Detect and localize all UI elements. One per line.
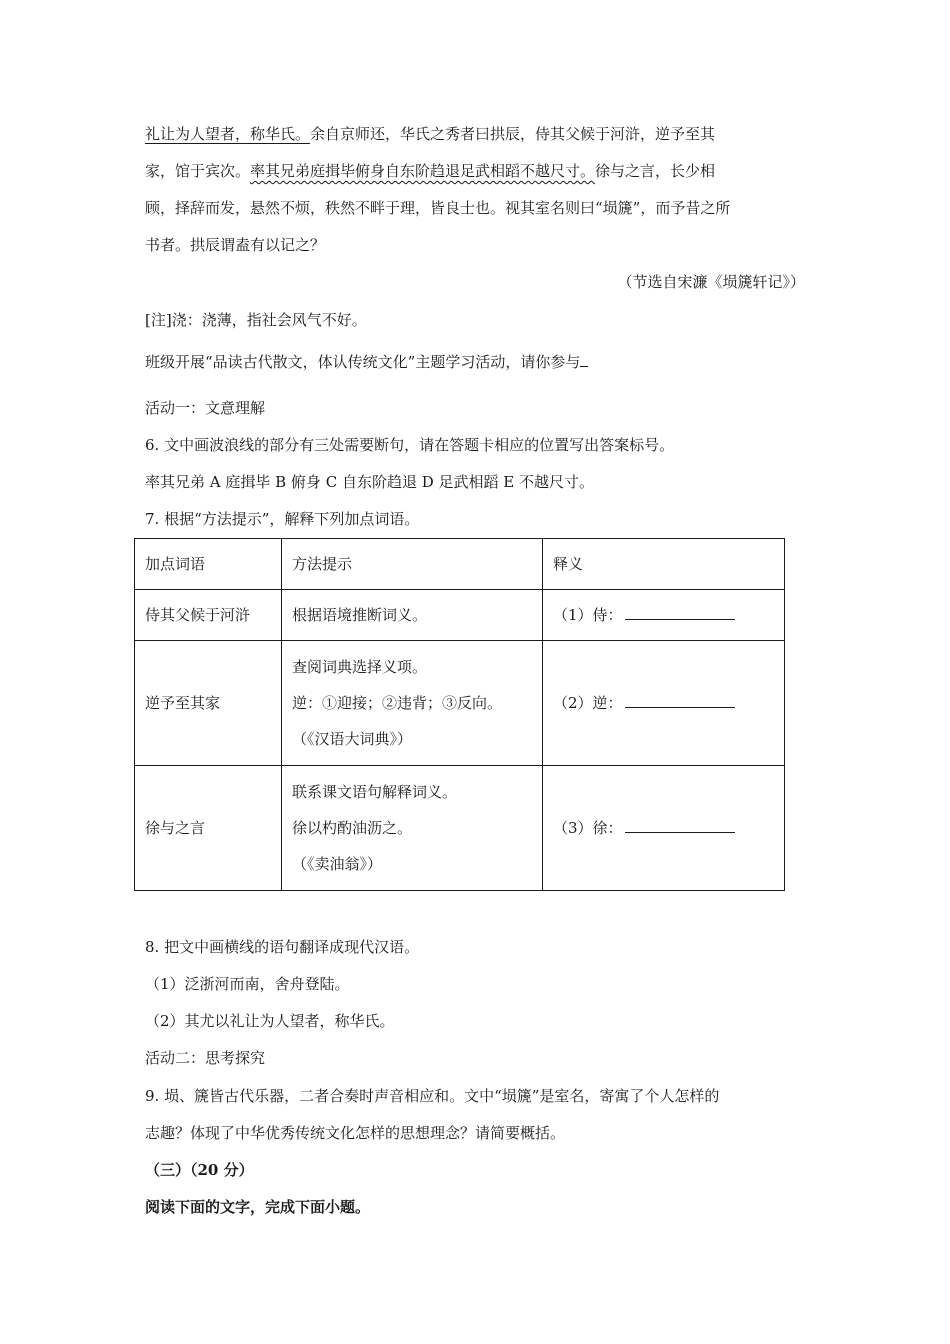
row-answer: （3）徐： [543,766,785,891]
row-word: 逆予至其家 [135,641,282,766]
question-9-line-2: 志趣？体现了中华优秀传统文化怎样的思想理念？请简要概括。 [145,1124,566,1142]
q7-table [134,538,785,891]
passage-line-3: 顾，择辞而发，悬然不烦，秩然不畔于理，皆良士也。视其室名则曰“埙篪”，而予昔之所 [145,199,731,217]
row-word: 徐与之言 [135,766,282,891]
blank-mark [580,352,588,367]
question-8-item-1: （1）泛浙河而南，舍舟登陆。 [145,975,350,993]
question-8: 8. 把文中画横线的语句翻译成现代汉语。 [145,938,420,956]
row-answer: （2）逆： [543,641,785,766]
answer-blank[interactable] [625,818,735,833]
row-hint: 查阅词典选择义项。 逆：①迎接；②违背；③反向。 （《汉语大词典》） [282,641,543,766]
passage-line-1: 礼让为人望者，称华氏。余自京师还，华氏之秀者曰拱辰，侍其父候于河浒，逆予至其 [145,125,716,143]
row-hint: 联系课文语句解释词义。 徐以杓酌油沥之。 （《卖油翁》） [282,766,543,891]
row-word: 侍其父候于河浒 [135,590,282,641]
activity-intro: 班级开展“品读古代散文，体认传统文化”主题学习活动，请你参与 [145,351,588,373]
header-meaning: 释义 [543,539,785,590]
table-row [135,590,785,641]
underlined-sentence: 礼让为人望者，称华氏。 [145,125,311,143]
question-6: 6. 文中画波浪线的部分有三处需要断句，请在答题卡相应的位置写出答案标号。 [145,436,675,454]
header-word: 加点词语 [135,539,282,590]
table-header-row [135,539,785,590]
question-8-item-2: （2）其尤以礼让为人望者，称华氏。 [145,1012,395,1030]
passage-line-2: 家，馆于宾次。率其兄弟庭揖毕俯身自东阶趋退足武相蹈不越尺寸。徐与之言，长少相 [145,162,716,180]
question-7: 7. 根据“方法提示”，解释下列加点词语。 [145,510,420,528]
passage-source: （节选自宋濂《埙篪轩记》） [617,273,805,291]
passage-line-4: 书者。拱辰谓盍有以记之？ [145,236,326,254]
activity1-heading: 活动一：文意理解 [145,399,266,417]
annotation-note: [注]浇：浇薄，指社会风气不好。 [145,311,367,329]
table-row [135,766,785,891]
row-hint: 根据语境推断词义。 [282,590,543,641]
question-9-line-1: 9. 埙、篪皆古代乐器，二者合奏时声音相应和。文中“埙篪”是室名，寄寓了个人怎样的 [145,1087,720,1105]
answer-blank[interactable] [625,693,735,708]
answer-blank[interactable] [625,605,735,620]
section-3-heading: （三）（20 分） [145,1161,254,1179]
table-row [135,641,785,766]
section-3-instruction: 阅读下面的文字，完成下面小题。 [145,1198,371,1216]
wavy-underlined-sentence: 率其兄弟庭揖毕俯身自东阶趋退足武相蹈不越尺寸。 [250,162,596,180]
question-6-options: 率其兄弟 A 庭揖毕 B 俯身 C 自东阶趋退 D 足武相蹈 E 不越尺寸。 [145,473,594,491]
header-hint: 方法提示 [282,539,543,590]
row-answer: （1）侍： [543,590,785,641]
activity2-heading: 活动二：思考探究 [145,1049,266,1067]
